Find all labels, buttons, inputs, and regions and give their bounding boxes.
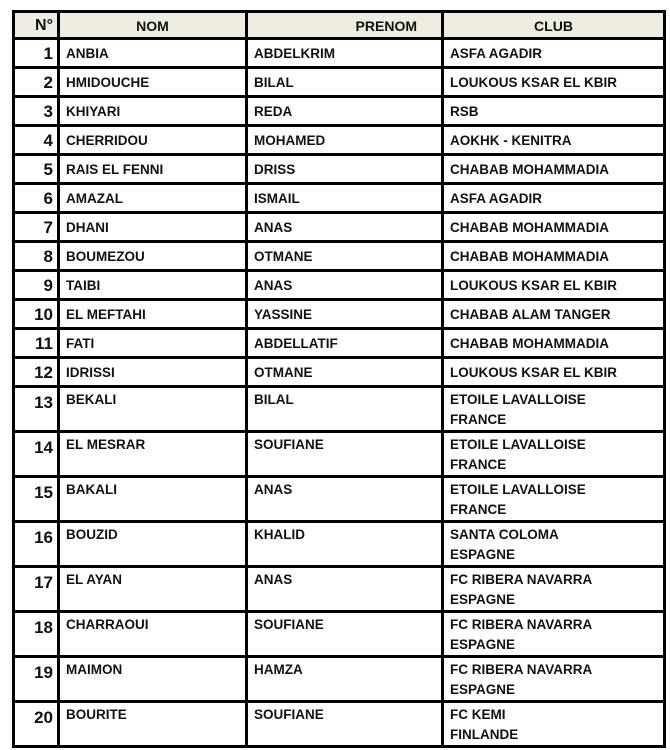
cell-num: 1 xyxy=(14,39,59,68)
club-name: LOUKOUS KSAR EL KBIR xyxy=(450,365,618,380)
table-row xyxy=(14,358,665,387)
club-name: CHABAB ALAM TANGER xyxy=(450,307,611,322)
cell-num: 19 xyxy=(14,657,59,702)
cell-num: 17 xyxy=(14,567,59,612)
cell-club xyxy=(443,213,665,242)
table-body xyxy=(14,39,665,747)
cell-club xyxy=(443,702,665,747)
club-name: CHABAB MOHAMMADIA xyxy=(450,220,609,235)
cell-prenom: ANAS xyxy=(247,477,443,522)
cell-nom: BOUZID xyxy=(59,522,247,567)
table-row xyxy=(14,567,665,612)
cell-club xyxy=(443,432,665,477)
cell-prenom: OTMANE xyxy=(247,242,443,271)
cell-club xyxy=(443,242,665,271)
club-name: CHABAB MOHAMMADIA xyxy=(450,249,609,264)
club-name: ASFA AGADIR xyxy=(450,191,543,206)
club-country: FRANCE xyxy=(450,457,507,472)
cell-num: 7 xyxy=(14,213,59,242)
cell-club xyxy=(443,300,665,329)
club-country: FRANCE xyxy=(450,502,507,517)
table-row xyxy=(14,432,665,477)
cell-num: 9 xyxy=(14,271,59,300)
cell-prenom: DRISS xyxy=(247,155,443,184)
cell-club xyxy=(443,612,665,657)
cell-nom: TAIBI xyxy=(59,271,247,300)
table-row xyxy=(14,155,665,184)
cell-num: 10 xyxy=(14,300,59,329)
cell-num: 5 xyxy=(14,155,59,184)
table-row xyxy=(14,387,665,432)
cell-prenom: ANAS xyxy=(247,271,443,300)
club-name: FC KEMI xyxy=(450,707,506,722)
cell-club xyxy=(443,657,665,702)
cell-club xyxy=(443,477,665,522)
cell-prenom: ANAS xyxy=(247,567,443,612)
club-name: RSB xyxy=(450,104,479,119)
cell-club xyxy=(443,567,665,612)
club-country: FINLANDE xyxy=(450,727,519,742)
cell-prenom: SOUFIANE xyxy=(247,432,443,477)
cell-nom: CHARRAOUI xyxy=(59,612,247,657)
cell-num: 13 xyxy=(14,387,59,432)
club-name: LOUKOUS KSAR EL KBIR xyxy=(450,75,618,90)
club-country: ESPAGNE xyxy=(450,637,516,652)
club-name: SANTA COLOMA xyxy=(450,527,559,542)
cell-nom: ANBIA xyxy=(59,39,247,68)
header-nom: NOM xyxy=(59,12,247,39)
table-row xyxy=(14,126,665,155)
table-row xyxy=(14,68,665,97)
cell-num: 2 xyxy=(14,68,59,97)
cell-prenom: KHALID xyxy=(247,522,443,567)
club-name: CHABAB MOHAMMADIA xyxy=(450,162,609,177)
cell-num: 20 xyxy=(14,702,59,747)
table-row xyxy=(14,702,665,747)
table-row xyxy=(14,300,665,329)
table-row xyxy=(14,242,665,271)
cell-club xyxy=(443,39,665,68)
cell-prenom: ABDELKRIM xyxy=(247,39,443,68)
club-country: FRANCE xyxy=(450,412,507,427)
club-country: ESPAGNE xyxy=(450,547,516,562)
cell-nom: BAKALI xyxy=(59,477,247,522)
table-row xyxy=(14,213,665,242)
cell-club xyxy=(443,155,665,184)
cell-prenom: SOUFIANE xyxy=(247,612,443,657)
table-row xyxy=(14,184,665,213)
cell-club xyxy=(443,184,665,213)
cell-nom: FATI xyxy=(59,329,247,358)
cell-num: 14 xyxy=(14,432,59,477)
cell-nom: EL AYAN xyxy=(59,567,247,612)
table-header xyxy=(14,12,665,39)
cell-nom: HMIDOUCHE xyxy=(59,68,247,97)
cell-nom: AMAZAL xyxy=(59,184,247,213)
club-name: ETOILE LAVALLOISE xyxy=(450,392,586,407)
cell-prenom: BILAL xyxy=(247,68,443,97)
cell-club xyxy=(443,387,665,432)
cell-nom: CHERRIDOU xyxy=(59,126,247,155)
club-name: ETOILE LAVALLOISE xyxy=(450,482,586,497)
table-row xyxy=(14,329,665,358)
cell-num: 8 xyxy=(14,242,59,271)
table-row xyxy=(14,657,665,702)
roster-table xyxy=(12,10,666,748)
club-name: AOKHK - KENITRA xyxy=(450,133,572,148)
cell-prenom: ANAS xyxy=(247,213,443,242)
table-row xyxy=(14,271,665,300)
cell-num: 18 xyxy=(14,612,59,657)
cell-club xyxy=(443,68,665,97)
club-name: ETOILE LAVALLOISE xyxy=(450,437,586,452)
table-row xyxy=(14,39,665,68)
cell-num: 11 xyxy=(14,329,59,358)
club-country: ESPAGNE xyxy=(450,592,516,607)
cell-prenom: BILAL xyxy=(247,387,443,432)
cell-nom: BEKALI xyxy=(59,387,247,432)
club-name: CHABAB MOHAMMADIA xyxy=(450,336,609,351)
cell-num: 16 xyxy=(14,522,59,567)
cell-club xyxy=(443,522,665,567)
cell-club xyxy=(443,329,665,358)
cell-prenom: ABDELLATIF xyxy=(247,329,443,358)
cell-nom: MAIMON xyxy=(59,657,247,702)
cell-num: 6 xyxy=(14,184,59,213)
cell-prenom: MOHAMED xyxy=(247,126,443,155)
club-name: FC RIBERA NAVARRA xyxy=(450,572,593,587)
cell-num: 3 xyxy=(14,97,59,126)
cell-num: 15 xyxy=(14,477,59,522)
cell-num: 4 xyxy=(14,126,59,155)
cell-prenom: REDA xyxy=(247,97,443,126)
table-row xyxy=(14,522,665,567)
cell-prenom: ISMAIL xyxy=(247,184,443,213)
cell-nom: KHIYARI xyxy=(59,97,247,126)
header-row xyxy=(14,12,665,39)
cell-prenom: HAMZA xyxy=(247,657,443,702)
table-row xyxy=(14,97,665,126)
header-prenom: PRENOM xyxy=(247,12,443,39)
cell-prenom: SOUFIANE xyxy=(247,702,443,747)
table-row xyxy=(14,477,665,522)
cell-club xyxy=(443,358,665,387)
cell-club xyxy=(443,271,665,300)
club-name: LOUKOUS KSAR EL KBIR xyxy=(450,278,618,293)
club-country: ESPAGNE xyxy=(450,682,516,697)
club-name: FC RIBERA NAVARRA xyxy=(450,617,593,632)
cell-prenom: OTMANE xyxy=(247,358,443,387)
cell-nom: BOUMEZOU xyxy=(59,242,247,271)
club-name: FC RIBERA NAVARRA xyxy=(450,662,593,677)
cell-nom: EL MESRAR xyxy=(59,432,247,477)
cell-num: 12 xyxy=(14,358,59,387)
cell-prenom: YASSINE xyxy=(247,300,443,329)
cell-club xyxy=(443,126,665,155)
cell-nom: IDRISSI xyxy=(59,358,247,387)
table-row xyxy=(14,612,665,657)
header-num: N° xyxy=(14,12,59,39)
cell-nom: EL MEFTAHI xyxy=(59,300,247,329)
cell-nom: RAIS EL FENNI xyxy=(59,155,247,184)
cell-club xyxy=(443,97,665,126)
cell-nom: BOURITE xyxy=(59,702,247,747)
cell-nom: DHANI xyxy=(59,213,247,242)
header-club: CLUB xyxy=(443,12,665,39)
club-name: ASFA AGADIR xyxy=(450,46,543,61)
